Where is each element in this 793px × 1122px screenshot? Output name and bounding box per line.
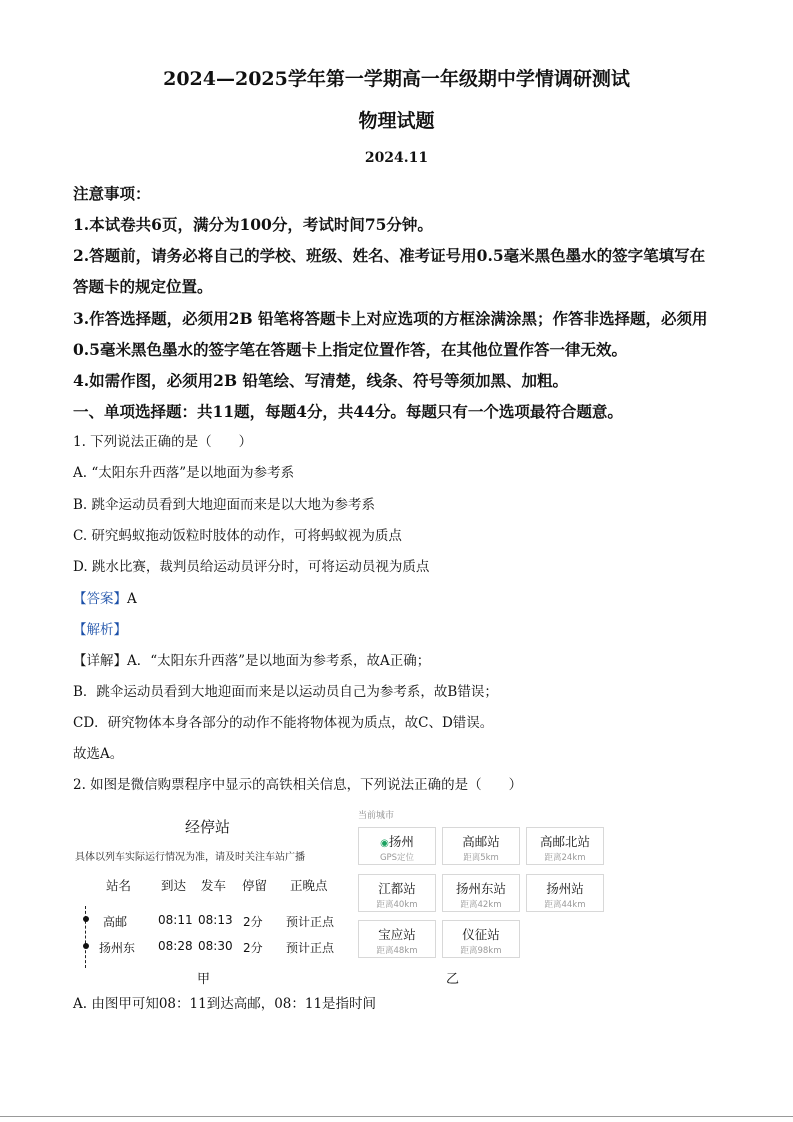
q2-option-a: A. 由图甲可知08：11到达高邮，08：11是指时间 [73, 996, 377, 1012]
row1-depart: 08:13 [198, 913, 233, 927]
q1-option-c: C. 研究蚂蚁拖动饭粒时肢体的动作，可将蚂蚁视为质点 [73, 528, 402, 544]
subject-title: 物理试题 [358, 110, 435, 132]
stop-dot [83, 916, 89, 922]
city-button-yangzhou-east[interactable] [442, 874, 520, 912]
notice-item-2a: 2.答题前，请务必将自己的学校、班级、姓名、准考证号用0.5毫米黑色墨水的签字笔填写在 [73, 246, 706, 265]
exam-title: 2024—2025学年第一学期高一年级期中学情调研测试 [163, 68, 630, 90]
stopover-title: 经停站 [185, 818, 231, 836]
notice-item-3a: 3.作答选择题，必须用2B 铅笔将答题卡上对应选项的方框涂满涂黑；作答非选择题，必须用 [73, 309, 708, 328]
q1-answer [73, 587, 137, 607]
notice-item-3b: 0.5毫米黑色墨水的签字笔在答题卡上指定位置作答，在其他位置作答一律无效。 [73, 340, 627, 359]
row1-stay: 2分 [243, 915, 263, 929]
header-stay: 停留 [242, 878, 268, 893]
city-distance: GPS定位 [379, 853, 415, 863]
stop-dot [83, 943, 89, 949]
row2-stay: 2分 [243, 941, 263, 955]
row1-punctuality: 预计正点 [286, 915, 335, 929]
q1-option-d: D. 跳水比赛，裁判员给运动员评分时，可将运动员视为质点 [73, 559, 430, 575]
figure-yi-city-picker [358, 806, 613, 986]
city-button-gaoyou-north[interactable] [526, 827, 604, 865]
notice-heading: 注意事项： [73, 184, 151, 203]
city-button-yizheng[interactable] [442, 920, 520, 958]
city-distance: 距离40km [376, 900, 418, 910]
q1-conclusion: 故选A。 [73, 746, 124, 762]
city-button-gaoyou[interactable] [442, 827, 520, 865]
page-divider [0, 1116, 793, 1117]
q1-stem: 1. 下列说法正确的是（ ） [73, 434, 253, 450]
analysis-label: 【解析】 [73, 622, 127, 638]
q1-detail-1: 【详解】A．“太阳东升西落”是以地面为参考系，故A正确； [73, 653, 431, 669]
q1-detail-3: CD．研究物体本身各部分的动作不能将物体视为质点，故C、D错误。 [73, 715, 494, 731]
header-punctuality: 正晚点 [290, 878, 328, 893]
header-depart: 发车 [201, 878, 227, 893]
stopover-notice: 具体以列车实际运行情况为准，请及时关注车站广播 [75, 852, 305, 863]
city-distance: 距离42km [460, 900, 502, 910]
figure-jia-stopover-list [73, 806, 353, 986]
city-button-yangzhou-station[interactable] [526, 874, 604, 912]
q2-figure [73, 806, 613, 986]
caption-jia: 甲 [197, 972, 211, 987]
location-pin-icon: ◉ [380, 838, 389, 849]
city-distance: 距离48km [376, 946, 418, 956]
notice-item-2b: 答题卡的规定位置。 [73, 277, 213, 296]
answer-label: 【答案】 [73, 591, 127, 607]
city-name: 高邮北站 [539, 834, 590, 849]
q1-detail-2: B．跳伞运动员看到大地迎面而来是以运动员自己为参考系，故B错误； [73, 684, 498, 700]
q2-stem: 2. 如图是微信购票程序中显示的高铁相关信息，下列说法正确的是（ ） [73, 777, 523, 793]
row2-punctuality: 预计正点 [286, 941, 335, 955]
city-distance: 距离24km [544, 853, 586, 863]
city-name: 扬州东站 [455, 881, 506, 896]
row2-station: 扬州东 [99, 941, 136, 955]
row1-arrive: 08:11 [158, 913, 193, 927]
q1-option-b: B. 跳伞运动员看到大地迎面而来是以大地为参考系 [73, 497, 376, 513]
city-name: 宝应站 [378, 927, 416, 942]
city-name: 扬州站 [546, 881, 584, 896]
answer-value: A [127, 591, 137, 607]
header-arrive: 到达 [161, 878, 187, 893]
city-button-jiangdu[interactable] [358, 874, 436, 912]
row2-depart: 08:30 [198, 939, 233, 953]
city-button-yangzhou[interactable] [358, 827, 436, 865]
section-1-heading: 一、单项选择题：共11题，每题4分，共44分。每题只有一个选项最符合题意。 [73, 402, 623, 421]
city-distance: 距离44km [544, 900, 586, 910]
city-name: 江都站 [378, 881, 416, 896]
row1-station: 高邮 [103, 915, 128, 929]
notice-item-1: 1.本试卷共6页，满分为100分，考试时间75分钟。 [73, 215, 433, 234]
current-city-label: 当前城市 [358, 811, 395, 821]
header-station: 站名 [106, 878, 132, 893]
caption-yi: 乙 [446, 972, 460, 987]
city-name: 高邮站 [462, 834, 500, 849]
row2-arrive: 08:28 [158, 939, 193, 953]
city-distance: 距离98km [460, 946, 502, 956]
city-name: 扬州 [388, 834, 414, 849]
city-distance: 距离5km [463, 853, 499, 863]
exam-date: 2024.11 [364, 150, 429, 166]
city-button-baoying[interactable] [358, 920, 436, 958]
city-name: 仪征站 [462, 927, 500, 942]
notice-item-4: 4.如需作图，必须用2B 铅笔绘、写清楚，线条、符号等须加黑、加粗。 [73, 371, 568, 390]
q1-option-a: A. “太阳东升西落”是以地面为参考系 [73, 465, 295, 481]
